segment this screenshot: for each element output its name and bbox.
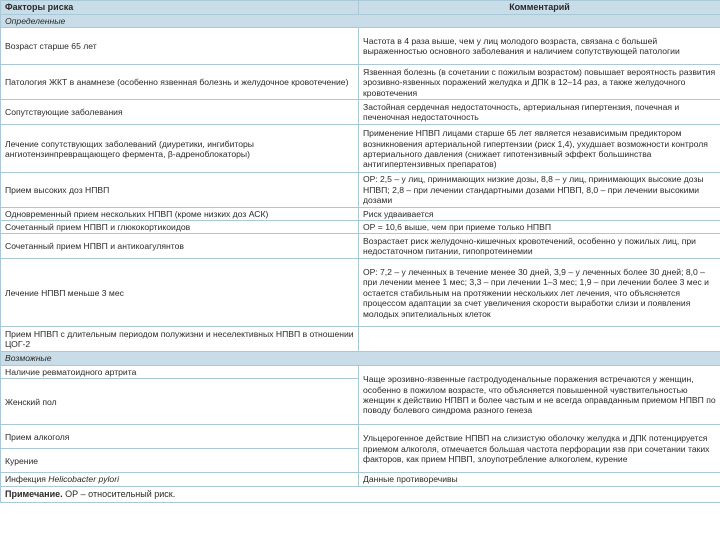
comment-cell: [359, 327, 720, 352]
table-row: [1, 100, 720, 125]
table-header-row: [1, 1, 720, 15]
factor-cell: Сочетанный прием НПВП и глюкокортикоидов: [1, 221, 359, 234]
factor-cell: Прием НПВП с длительным периодом полужизни и неселективных НПВП в отношении ЦОГ-2: [1, 327, 359, 352]
comment-cell: Риск удваивается: [359, 207, 720, 220]
table-row: [1, 234, 720, 259]
factor-cell: Женский пол: [1, 379, 359, 425]
comment-cell: Возрастает риск желудочно-кишечных кровотечений, особенно у пожилых лиц, при недостаточном питании, гипопротеинемии: [359, 234, 720, 259]
table-row: [1, 259, 720, 327]
factor-cell: Патология ЖКТ в анамнезе (особенно язвенная болезнь и желудочное кровотечение): [1, 65, 359, 100]
table-row: [1, 221, 720, 234]
factor-cell: Прием высоких доз НПВП: [1, 173, 359, 207]
header-comment: Комментарий: [359, 1, 720, 15]
factor-cell: Курение: [1, 449, 359, 473]
factor-cell: Прием алкоголя: [1, 425, 359, 449]
factor-cell: Одновременный прием нескольких НПВП (кроме низких доз АСК): [1, 207, 359, 220]
note-text: ОР – относительный риск.: [62, 488, 176, 499]
comment-cell: Чаще эрозивно-язвенные гастродуоденальные поражения встречаются у женщин, особенно в пожилом возрасте, что объясняется повышенной чувствительностью женщин к действию НПВП и более частым и не всегда оправданным приемом НПВП по поводу болевого синдрома разного генеза: [359, 365, 720, 424]
table-row: [1, 207, 720, 220]
header-factors: Факторы риска: [1, 1, 359, 15]
factor-cell: Сочетанный прием НПВП и антикоагулянтов: [1, 234, 359, 259]
table-row: [1, 425, 720, 449]
note-row: [1, 486, 720, 502]
comment-cell: Застойная сердечная недостаточность, артериальная гипертензия, почечная и печеночная недостаточность: [359, 100, 720, 125]
comment-cell: Применение НПВП лицами старше 65 лет является независимым предиктором возникновения артериальной гипертензии (риск 1,4), ухудшает возможности контроля артериального давления (снижает гипотензивный эффект большинства антигипертензивных препаратов): [359, 125, 720, 173]
factor-cell: Лечение сопутствующих заболеваний (диуретики, ингибиторы ангиотензинпревращающего фермента, β-адреноблокаторы): [1, 125, 359, 173]
table-row: [1, 365, 720, 378]
note-label: Примечание.: [5, 488, 63, 499]
factor-cell: Возраст старше 65 лет: [1, 28, 359, 65]
table-row: [1, 473, 720, 486]
factor-cell: Лечение НПВП меньше 3 мес: [1, 259, 359, 327]
section-row-possible: [1, 352, 720, 365]
comment-cell: Данные противоречивы: [359, 473, 720, 486]
factor-cell: Сопутствующие заболевания: [1, 100, 359, 125]
factor-cell: [1, 473, 359, 486]
comment-cell: Частота в 4 раза выше, чем у лиц молодого возраста, связана с большей выраженностью основного заболевания и наличием сопутствующей патологии: [359, 28, 720, 65]
note-cell: [1, 486, 720, 502]
table-row: [1, 28, 720, 65]
hp-prefix: Инфекция: [5, 474, 49, 485]
section-row-definite: [1, 15, 720, 28]
comment-cell: ОР = 10,6 выше, чем при приеме только НПВП: [359, 221, 720, 234]
comment-cell: Ульцерогенное действие НПВП на слизистую оболочку желудка и ДПК потенцируется приемом алкоголя, отмечается большая частота перфорации язв при сочетании таких факторов, как прием НПВП, злоупотребление алкоголем, курение: [359, 425, 720, 473]
table-row: [1, 65, 720, 100]
table-row: [1, 173, 720, 207]
comment-cell: ОР: 7,2 – у леченных в течение менее 30 дней, 3,9 – у леченных более 30 дней; 8,0 – при лечении менее 1 мес; 3,3 – при лечении 1–3 мес; 1,9 – при лечении более 3 мес и остается стабильным на протяжении нескольких лет лечения, что объясняется процессом адаптации за счет увеличения скорости выработки слизи и появления молодых эпителиальных клеток: [359, 259, 720, 327]
comment-cell: ОР: 2,5 – у лиц, принимающих низкие дозы, 8,8 – у лиц, принимающих высокие дозы НПВП; 2,8 – при лечении стандартными дозами НПВП, 8,0 – при лечении высокими дозами: [359, 173, 720, 207]
hp-species: Helicobacter pylori: [48, 474, 119, 485]
table-row: [1, 125, 720, 173]
factor-cell: Наличие ревматоидного артрита: [1, 365, 359, 378]
section-label: Определенные: [1, 15, 720, 28]
table-row: [1, 327, 720, 352]
comment-cell: Язвенная болезнь (в сочетании с пожилым возрастом) повышает вероятность развития эрозивно-язвенных поражений желудка и ДПК в 12–14 раз, а также желудочного кровотечения: [359, 65, 720, 100]
section-label: Возможные: [1, 352, 720, 365]
